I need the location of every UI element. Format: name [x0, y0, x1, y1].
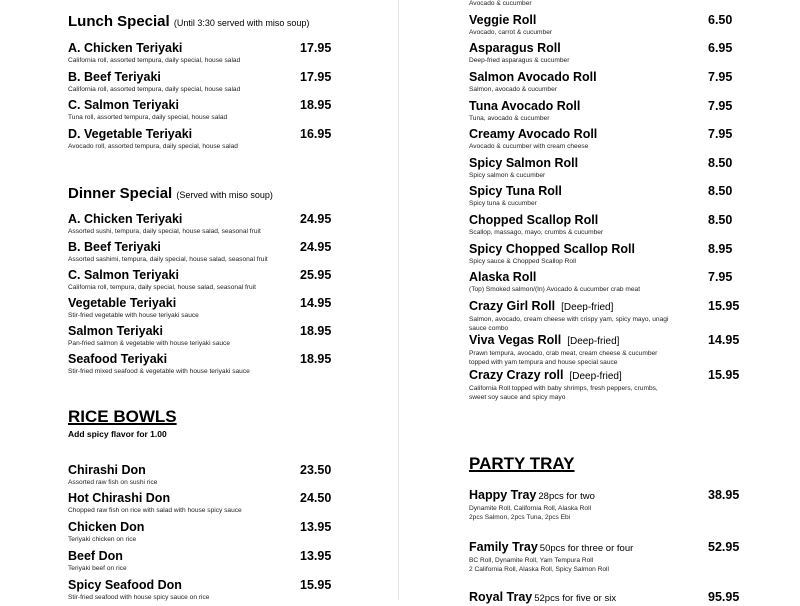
- item-name-text: B. Beef Teriyaki: [68, 70, 161, 84]
- item-name-text: Asparagus Roll: [469, 41, 561, 55]
- item-name: [68, 127, 338, 142]
- item-description: Salmon, avocado, cream cheese with crispy yam, spicy mayo, unagi sauce combo: [469, 316, 669, 332]
- menu-item: [68, 491, 338, 515]
- item-size: 28pcs for two: [538, 491, 595, 502]
- item-description: Assorted raw fish on sushi rice: [68, 479, 158, 486]
- item-description: California roll, assorted tempura, daily special, house salad: [68, 86, 241, 93]
- menu-item: [68, 578, 338, 602]
- item-name: [68, 352, 338, 367]
- menu-item: [68, 296, 338, 320]
- item-name-text: Spicy Chopped Scallop Roll: [469, 242, 635, 256]
- menu-item: [68, 41, 338, 65]
- dinner-special-subtitle: (Served with miso soup): [176, 190, 273, 200]
- item-name: [68, 296, 338, 311]
- item-price: 13.95: [300, 549, 332, 563]
- dinner-special-heading: [68, 185, 273, 202]
- item-name: [469, 156, 739, 171]
- item-name-text: Spicy Tuna Roll: [469, 184, 562, 198]
- item-description: Deep-fried asparagus & cucumber: [469, 57, 570, 64]
- rice-bowls-note: Add spicy flavor for 1.00: [68, 429, 167, 439]
- item-price: 13.95: [300, 520, 332, 534]
- item-description: California roll, tempura, daily special, house salad, seasonal fruit: [68, 284, 257, 291]
- item-description: Salmon, avocado & cucumber: [469, 86, 557, 93]
- item-name: [68, 98, 338, 113]
- lunch-special-subtitle: (Until 3:30 served with miso soup): [173, 18, 310, 28]
- menu-item: [469, 299, 739, 333]
- item-price: 18.95: [300, 324, 332, 338]
- menu-item: [68, 240, 338, 264]
- item-description: Spicy tuna & cucumber: [469, 200, 537, 207]
- menu-item: [469, 333, 739, 367]
- item-price: 24.95: [300, 212, 332, 226]
- item-description: Spicy salmon & cucumber: [469, 172, 546, 179]
- item-name: [68, 70, 338, 85]
- item-name-text: Crazy Girl Roll: [469, 299, 556, 313]
- item-name-text: C. Salmon Teriyaki: [68, 98, 179, 112]
- item-price: 17.95: [300, 70, 332, 84]
- menu-item: [469, 488, 739, 522]
- item-name-text: Chopped Scallop Roll: [469, 213, 599, 227]
- item-description: Tuna, avocado & cucumber: [469, 115, 550, 122]
- item-name: [469, 213, 739, 228]
- item-name-text: Hot Chirashi Don: [68, 491, 171, 505]
- item-name-text: Family Tray: [469, 540, 538, 554]
- item-name-text: Chirashi Don: [68, 463, 146, 477]
- item-name: [469, 127, 739, 142]
- item-price: 17.95: [300, 41, 332, 55]
- item-description: Avocado roll, assorted tempura, daily special, house salad: [68, 143, 238, 150]
- item-price: 15.95: [708, 368, 740, 382]
- item-tag: [Deep-fried]: [561, 302, 614, 313]
- item-tag: [Deep-fried]: [567, 336, 620, 347]
- item-name: [68, 578, 338, 593]
- menu-item: [469, 13, 739, 37]
- item-name-text: B. Beef Teriyaki: [68, 240, 161, 254]
- item-price: 24.50: [300, 491, 332, 505]
- item-description: Stir-fried mixed seafood & vegetable with house teriyaki sauce: [68, 368, 250, 375]
- item-name: [469, 488, 739, 504]
- item-tag: [Deep-fried]: [569, 371, 622, 382]
- item-price: 24.95: [300, 240, 332, 254]
- item-size: 52pcs for five or six: [534, 593, 617, 604]
- item-size: 50pcs for three or four: [539, 543, 634, 554]
- dinner-special-title: Dinner Special: [68, 185, 173, 202]
- item-description: Teriyaki beef on rice: [68, 565, 127, 572]
- item-description: Assorted sashimi, tempura, daily special, house salad, seasonal fruit: [68, 256, 268, 263]
- item-name-text: Viva Vegas Roll: [469, 333, 562, 347]
- item-name-text: C. Salmon Teriyaki: [68, 268, 179, 282]
- menu-item: [469, 213, 739, 237]
- item-name-text: Veggie Roll: [469, 13, 537, 27]
- item-description: California roll, assorted tempura, daily special, house salad: [68, 57, 241, 64]
- item-price: 52.95: [708, 540, 740, 554]
- item-price: 8.50: [708, 213, 733, 227]
- menu-item: [68, 352, 338, 376]
- menu-item: [68, 70, 338, 94]
- item-description: Spicy sauce & Chopped Scallop Roll: [469, 258, 577, 265]
- item-name: [469, 13, 739, 28]
- lunch-special-title: Lunch Special: [68, 13, 170, 30]
- item-name-text: Creamy Avocado Roll: [469, 127, 598, 141]
- item-name: [469, 41, 739, 56]
- item-name-text: Spicy Seafood Don: [68, 578, 182, 592]
- item-price: 7.95: [708, 127, 733, 141]
- menu-item: [469, 368, 739, 402]
- item-price: 6.50: [708, 13, 733, 27]
- item-name-text: Salmon Teriyaki: [68, 324, 163, 338]
- item-name-text: Vegetable Teriyaki: [68, 296, 177, 310]
- item-description: Teriyaki chicken on rice: [68, 536, 137, 543]
- item-price: 6.95: [708, 41, 733, 55]
- item-description: California Roll topped with baby shrimps, fresh peppers, crumbs, sweet soy sauce and spicy mayo: [469, 385, 658, 401]
- item-description: BC Roll, Dynamite Roll, Yam Tempura Roll 2 California Roll, Alaska Roll, Spicy Salmon Roll: [469, 557, 609, 573]
- item-name: [68, 491, 338, 506]
- item-name: [68, 549, 338, 564]
- item-name: [68, 41, 338, 56]
- item-name-text: Crazy Crazy roll: [469, 368, 564, 382]
- item-name: [68, 240, 338, 255]
- item-name-text: Spicy Salmon Roll: [469, 156, 579, 170]
- party-tray-heading: PARTY TRAY: [469, 454, 575, 473]
- item-price: 7.95: [708, 70, 733, 84]
- item-name: [469, 299, 739, 315]
- item-name-text: Tuna Avocado Roll: [469, 99, 581, 113]
- rice-bowls-heading: RICE BOWLS: [68, 407, 177, 426]
- item-price: 8.50: [708, 156, 733, 170]
- item-name-text: Seafood Teriyaki: [68, 352, 168, 366]
- item-description: Avocado & cucumber: [469, 0, 532, 7]
- menu-item: [68, 324, 338, 348]
- item-name-text: Royal Tray: [469, 590, 533, 604]
- item-description: Avocado, carrot & cucumber: [469, 29, 553, 36]
- item-price: 14.95: [708, 333, 740, 347]
- item-name-text: Alaska Roll: [469, 270, 537, 284]
- item-name-text: A. Chicken Teriyaki: [68, 212, 183, 226]
- item-price: 25.95: [300, 268, 332, 282]
- item-price: 18.95: [300, 352, 332, 366]
- item-price: 15.95: [708, 299, 740, 313]
- item-price: 14.95: [300, 296, 332, 310]
- item-price: 38.95: [708, 488, 740, 502]
- item-name: [68, 324, 338, 339]
- menu-item: [469, 70, 739, 94]
- item-description: Prawn tempura, avocado, crab meat, cream cheese & cucumber topped with yam tempura and house special sauce: [469, 350, 658, 366]
- item-description: Avocado & cucumber with cream cheese: [469, 143, 589, 150]
- item-price: 15.95: [300, 578, 332, 592]
- item-name: [469, 184, 739, 199]
- menu-item: [469, 99, 739, 123]
- item-name: [469, 99, 739, 114]
- item-description: (Top) Smoked salmon/(In) Avocado & cucumber crab meat: [469, 286, 641, 293]
- menu-item: [68, 127, 338, 151]
- item-name-text: A. Chicken Teriyaki: [68, 41, 183, 55]
- menu-item: [469, 270, 739, 294]
- item-price: 7.95: [708, 99, 733, 113]
- item-description: Chopped raw fish on rice with salad with house spicy sauce: [68, 507, 242, 514]
- item-name: [469, 368, 739, 384]
- item-description: Scallop, massago, mayo, crumbs & cucumber: [469, 229, 604, 236]
- menu-item: [68, 520, 338, 544]
- menu-item: [469, 127, 739, 151]
- menu-item: [469, 540, 739, 574]
- menu-item: [469, 242, 739, 266]
- item-name: [68, 463, 338, 478]
- menu-item: [68, 98, 338, 122]
- item-price: 95.95: [708, 590, 740, 604]
- item-description: Stir-fried vegetable with house teriyaki sauce: [68, 312, 199, 319]
- item-price: 16.95: [300, 127, 332, 141]
- menu-item: [469, 156, 739, 180]
- item-name-text: Salmon Avocado Roll: [469, 70, 597, 84]
- menu-item: [68, 212, 338, 236]
- item-description: Stir-fried seafood with house spicy sauce on rice: [68, 594, 210, 601]
- menu-item: [68, 463, 338, 487]
- menu-item: [469, 590, 739, 606]
- item-description: Dynamite Roll, California Roll, Alaska Roll 2pcs Salmon, 2pcs Tuna, 2pcs Ebi: [469, 505, 592, 521]
- item-name: [469, 590, 739, 606]
- item-price: 8.95: [708, 242, 733, 256]
- lunch-special-heading: [68, 13, 309, 30]
- column-divider: [398, 0, 399, 600]
- item-name-text: Chicken Don: [68, 520, 145, 534]
- item-name-text: Happy Tray: [469, 488, 537, 502]
- item-name-text: D. Vegetable Teriyaki: [68, 127, 193, 141]
- item-name-text: Beef Don: [68, 549, 123, 563]
- item-price: 23.50: [300, 463, 332, 477]
- menu-item: [68, 549, 338, 573]
- item-name: [469, 333, 739, 349]
- item-description: Pan-fried salmon & vegetable with house teriyaki sauce: [68, 340, 231, 347]
- item-price: 18.95: [300, 98, 332, 112]
- item-name: [469, 540, 739, 556]
- menu-item: [469, 184, 739, 208]
- item-description: Assorted sushi, tempura, daily special, house salad, seasonal fruit: [68, 228, 261, 235]
- item-name: [68, 212, 338, 227]
- item-name: [68, 268, 338, 283]
- menu-item: [469, 41, 739, 65]
- menu-item: [68, 268, 338, 292]
- item-name: [469, 270, 739, 285]
- item-description: Tuna roll, assorted tempura, daily special, house salad: [68, 114, 228, 121]
- item-name: [469, 70, 739, 85]
- item-price: 8.50: [708, 184, 733, 198]
- item-name: [68, 520, 338, 535]
- item-price: 7.95: [708, 270, 733, 284]
- item-name: [469, 242, 739, 257]
